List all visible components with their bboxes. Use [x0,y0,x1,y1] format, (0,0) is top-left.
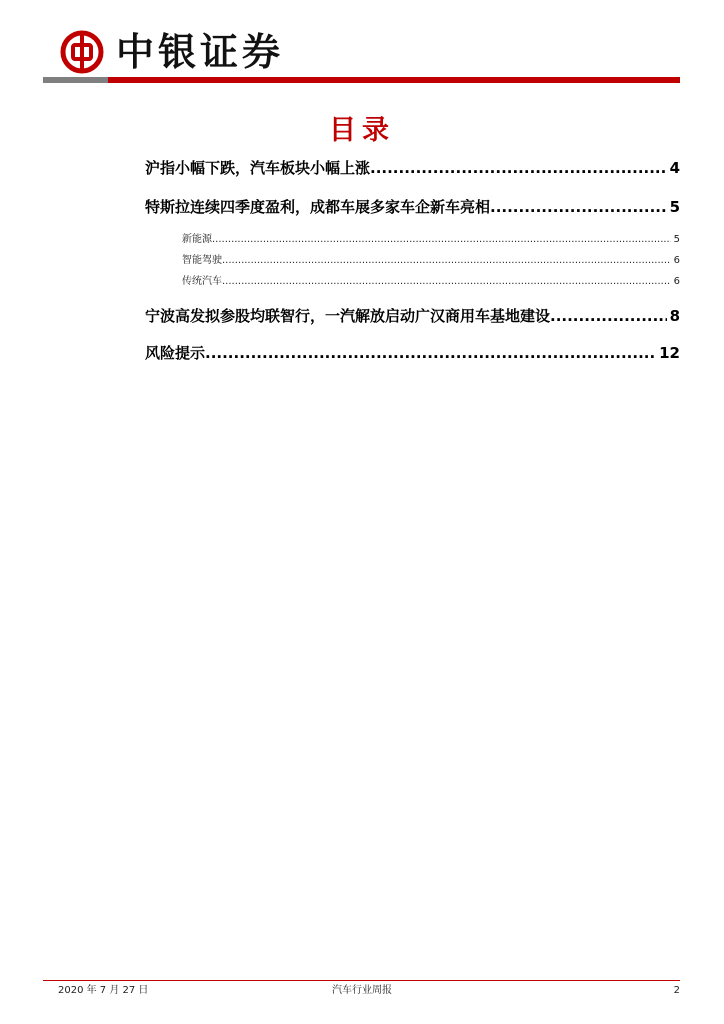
bank-of-china-logo-icon [60,30,104,74]
toc-entry[interactable] [145,342,680,364]
toc-leader [222,254,671,268]
page-header [0,0,724,90]
toc-leader [222,275,671,289]
toc-leader [490,196,667,218]
toc-subentry[interactable] [182,275,680,289]
toc-leader [212,233,671,247]
toc-title: 目录 [329,115,395,146]
header-red-bar [108,77,680,83]
toc-entry[interactable] [145,196,680,218]
footer-report-name: 汽车行业周报 [332,985,392,996]
toc-leader [550,305,667,327]
toc-entry-text: 宁波高发拟参股均联智行，一汽解放启动广汉商用车基地建设 [145,307,551,325]
toc-entry-page: 6 [673,276,680,287]
toc-entry-page: 6 [673,255,680,266]
toc-entry-page: 5 [673,234,680,245]
toc-entry-text: 特斯拉连续四季度盈利，成都车展多家车企新车亮相 [145,198,491,216]
brand-name: 中银证券 [116,30,285,74]
toc-entry-page: 8 [669,307,680,325]
toc-entry-text: 传统汽车 [182,276,222,287]
toc-entry[interactable] [145,305,680,327]
footer-date: 2020 年 7 月 27 日 [58,985,149,996]
toc-entry-text: 沪指小幅下跌，汽车板块小幅上涨 [145,159,371,177]
footer-page-number: 2 [673,985,680,996]
toc-subentry[interactable] [182,233,680,247]
toc-entry-text: 新能源 [182,234,212,245]
toc-entry-text: 风险提示 [145,344,206,362]
footer-divider [43,980,680,981]
toc-entry-text: 智能驾驶 [182,255,222,266]
header-grey-bar [43,77,108,83]
toc-subentry[interactable] [182,254,680,268]
toc-entry-page: 4 [669,159,680,177]
toc-leader [370,157,667,179]
toc-leader [205,342,656,364]
toc-entry-page: 12 [659,344,680,362]
toc-entry-page: 5 [669,198,680,216]
toc-entry[interactable] [145,157,680,179]
